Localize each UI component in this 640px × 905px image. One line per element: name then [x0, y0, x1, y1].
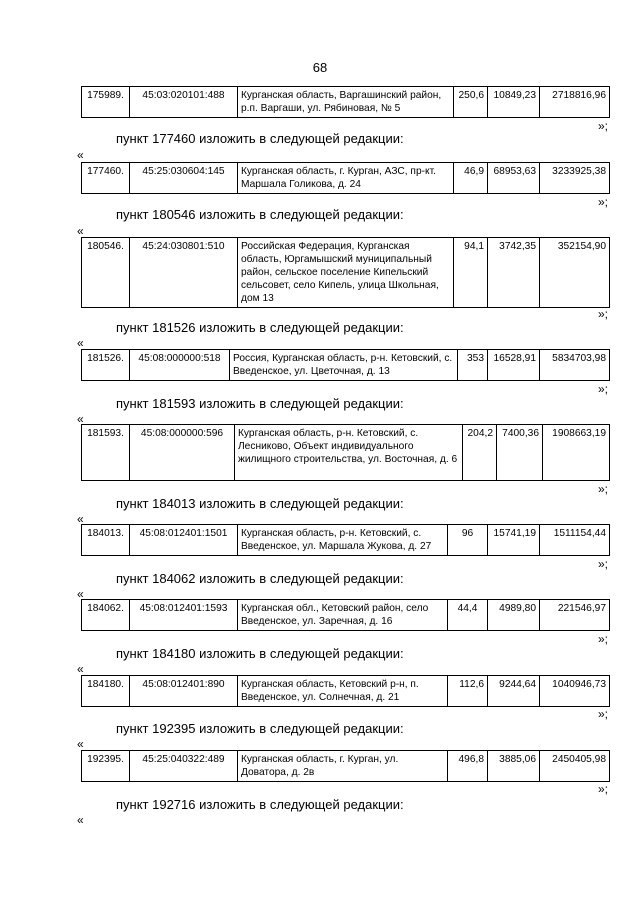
row-number: 180546. — [82, 238, 130, 308]
closing-quote: »; — [598, 307, 609, 321]
cadastral-number: 45:08:012401:890 — [130, 676, 238, 707]
opening-quote: « — [77, 148, 84, 162]
table-row — [81, 599, 610, 631]
table-row — [81, 675, 610, 707]
cadastral-number: 45:03:020101:488 — [130, 87, 238, 118]
table-row — [81, 237, 610, 308]
area: 496,8 — [448, 751, 488, 782]
opening-quote: « — [77, 224, 84, 238]
instruction-text: пункт 184013 изложить в следующей редакции: — [116, 496, 404, 511]
row-number: 192395. — [82, 751, 130, 782]
price: 15741,19 — [488, 525, 540, 556]
price: 9244,64 — [488, 676, 540, 707]
row-number: 181526. — [82, 350, 130, 381]
cadastral-number: 45:08:012401:1593 — [130, 600, 238, 631]
opening-quote: « — [77, 662, 84, 676]
total: 2450405,98 — [540, 751, 610, 782]
closing-quote: »; — [598, 557, 609, 571]
total: 3233925,38 — [540, 163, 610, 194]
opening-quote: « — [77, 813, 84, 827]
row-number: 184180. — [82, 676, 130, 707]
total: 221546,97 — [540, 600, 610, 631]
closing-quote: »; — [598, 382, 609, 396]
total: 2718816,96 — [540, 87, 610, 118]
price: 3742,35 — [488, 238, 540, 308]
instruction-text: пункт 180546 изложить в следующей редакции: — [116, 207, 404, 222]
closing-quote: »; — [598, 482, 609, 496]
address: Курганская область, г. Курган, ул. Доватора, д. 2в — [238, 751, 448, 782]
closing-quote: »; — [598, 782, 609, 796]
address: Курганская область, Варгашинский район, р.п. Варгаши, ул. Рябиновая, № 5 — [238, 87, 454, 118]
closing-quote: »; — [598, 195, 609, 209]
area: 94,1 — [454, 238, 488, 308]
area: 112,6 — [448, 676, 488, 707]
price: 10849,23 — [488, 87, 540, 118]
address: Курганская область, г. Курган, АЗС, пр-кт. Маршала Голикова, д. 24 — [238, 163, 454, 194]
instruction-text: пункт 177460 изложить в следующей редакции: — [116, 131, 404, 146]
closing-quote: »; — [598, 632, 609, 646]
cadastral-number: 45:24:030801:510 — [130, 238, 238, 308]
opening-quote: « — [77, 412, 84, 426]
instruction-text: пункт 184180 изложить в следующей редакции: — [116, 646, 404, 661]
table-row — [81, 424, 610, 481]
price: 68953,63 — [488, 163, 540, 194]
address: Курганская область, р-н. Кетовский, с. Введенское, ул. Маршала Жукова, д. 27 — [238, 525, 448, 556]
price: 7400,36 — [497, 425, 543, 481]
table-row — [81, 750, 610, 782]
table-row — [81, 349, 610, 381]
total: 1908663,19 — [543, 425, 610, 481]
price: 16528,91 — [488, 350, 540, 381]
row-number: 181593. — [82, 425, 130, 481]
row-number: 184062. — [82, 600, 130, 631]
area: 353 — [458, 350, 488, 381]
area: 250,6 — [454, 87, 488, 118]
row-number: 175989. — [82, 87, 130, 118]
address: Курганская обл., Кетовский район, село Введенское, ул. Заречная, д. 16 — [238, 600, 448, 631]
instruction-text: пункт 181526 изложить в следующей редакции: — [116, 320, 404, 335]
cadastral-number: 45:25:040322:489 — [130, 751, 238, 782]
price: 4989,80 — [488, 600, 540, 631]
closing-quote: »; — [598, 119, 609, 133]
address: Российская Федерация, Курганская область, Юргамышский муниципальный район, сельское поселение Кипельский сельсовет, село Кипель, улица Школьная, дом 13 — [238, 238, 454, 308]
closing-quote: »; — [598, 707, 609, 721]
total: 352154,90 — [540, 238, 610, 308]
area: 46,9 — [454, 163, 488, 194]
table-row — [81, 162, 610, 194]
instruction-text: пункт 192716 изложить в следующей редакции: — [116, 797, 404, 812]
address: Курганская область, р-н. Кетовский, с. Лесниково, Объект индивидуального жилищного строительства, ул. Восточная, д. 6 — [235, 425, 463, 481]
opening-quote: « — [77, 336, 84, 350]
table-row — [81, 86, 610, 118]
total: 5834703,98 — [540, 350, 610, 381]
cadastral-number: 45:08:000000:596 — [130, 425, 235, 481]
opening-quote: « — [77, 512, 84, 526]
area: 96 — [448, 525, 488, 556]
instruction-text: пункт 192395 изложить в следующей редакции: — [116, 721, 404, 736]
table-row — [81, 524, 610, 556]
page-number: 68 — [312, 60, 328, 75]
address: Курганская область, Кетовский р-н, п. Введенское, ул. Солнечная, д. 21 — [238, 676, 448, 707]
instruction-text: пункт 181593 изложить в следующей редакции: — [116, 396, 404, 411]
area: 44,4 — [448, 600, 488, 631]
price: 3885,06 — [488, 751, 540, 782]
row-number: 184013. — [82, 525, 130, 556]
row-number: 177460. — [82, 163, 130, 194]
cadastral-number: 45:08:012401:1501 — [130, 525, 238, 556]
total: 1040946,73 — [540, 676, 610, 707]
cadastral-number: 45:25:030604:145 — [130, 163, 238, 194]
opening-quote: « — [77, 737, 84, 751]
area: 204,2 — [463, 425, 497, 481]
address: Россия, Курганская область, р-н. Кетовский, с. Введенское, ул. Цветочная, д. 13 — [230, 350, 458, 381]
instruction-text: пункт 184062 изложить в следующей редакции: — [116, 571, 404, 586]
total: 1511154,44 — [540, 525, 610, 556]
opening-quote: « — [77, 587, 84, 601]
cadastral-number: 45:08:000000:518 — [130, 350, 230, 381]
